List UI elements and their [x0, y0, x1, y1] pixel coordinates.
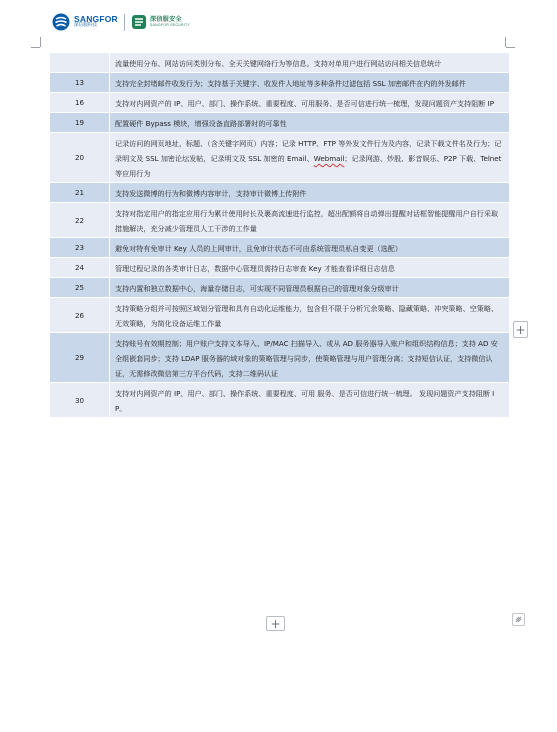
row-number-cell[interactable]: 26	[50, 298, 110, 333]
row-number-cell[interactable]: 21	[50, 183, 110, 203]
row-number-cell[interactable]: 16	[50, 93, 110, 113]
table-row	[50, 73, 510, 93]
row-number-cell[interactable]: 24	[50, 258, 110, 278]
table-row	[50, 113, 510, 133]
row-number-cell[interactable]: 22	[50, 203, 110, 238]
table-row	[50, 333, 510, 383]
table-resize-handle[interactable]	[512, 613, 525, 626]
logo-divider	[124, 14, 125, 31]
row-number-cell[interactable]	[50, 53, 110, 73]
table-row	[50, 383, 510, 418]
spellcheck-flagged-text: Webmail	[313, 154, 345, 163]
add-row-button[interactable]: +	[266, 616, 285, 631]
row-description-cell[interactable]: 支持账号有效期控制；用户账户支持文本导入、IP/MAC 扫描导入、或从 AD 服务器导入账户和组织结构信息；支持 AD 安全组嵌套同步；支持 LDAP 服务器的域对象的策略管理与同步，使策略管理与用户管理分离；支持短信认证，支持微信认证，无需修改微信第三方平台代码，支持二维码认证	[110, 333, 510, 383]
crop-mark-top-right-v	[505, 37, 506, 47]
row-number-cell[interactable]: 29	[50, 333, 110, 383]
requirements-table[interactable]	[49, 52, 510, 418]
brand-primary-sub: 深信服科技	[74, 23, 97, 29]
row-number-cell[interactable]: 13	[50, 73, 110, 93]
description-text: 记录访问的网页地址、标题、（含关键字网页）内容；记录 HTTP、FTP 等外发文件行为及内容，记录下载文件名及行为；记录明文及 SSL 加密论坛发帖，记录明文及 SSL 加密的 Email、	[115, 139, 502, 163]
sangfor-logo-icon	[52, 13, 70, 31]
table-row	[50, 258, 510, 278]
description-text: ；记录网游、炒股、影音娱乐、P2P 下载、Telnet 等应用行为	[115, 154, 502, 178]
row-description-cell[interactable]: 管理过程记录的各类审计日志，数据中心管理员需持日志审查 Key 才能查看详细日志信息	[110, 258, 510, 278]
row-number-cell[interactable]: 25	[50, 278, 110, 298]
brand-primary-name: SANGFOR	[74, 13, 118, 24]
brand-primary	[74, 15, 118, 29]
row-number-cell[interactable]: 19	[50, 113, 110, 133]
crop-mark-top-right-h	[506, 47, 515, 48]
table-row	[50, 183, 510, 203]
brand-secondary-sub: SANGFOR SECURITY	[149, 22, 191, 27]
row-number-cell[interactable]: 23	[50, 238, 110, 258]
row-description-cell[interactable]: 避免对特有免审计 Key 人员的上网审计，且免审计状态不可由系统管理员私自变更（选配）	[110, 238, 510, 258]
row-number-cell[interactable]: 20	[50, 133, 110, 183]
table-row	[50, 133, 510, 183]
requirements-table-body	[50, 53, 510, 418]
table-row	[50, 278, 510, 298]
row-description-cell[interactable]: 支持对内网资产的 IP、用户、部门、操作系统、重要程度、可用 服务、是否可信进行统一梳理。 发现问题资产支持阻断 IP。	[110, 383, 510, 418]
brand-secondary-name: 深信服安全	[149, 15, 182, 23]
header-logo	[52, 11, 190, 33]
table-row	[50, 93, 510, 113]
row-description-cell[interactable]: 流量使用分布、网站访问类别分布、全天关键网络行为等信息。支持对单用户进行网站访问相关信息统计	[110, 53, 510, 73]
table-row	[50, 53, 510, 73]
row-description-cell[interactable]: 支持完全封堵邮件收发行为；支持基于关键字、收发件人地址等多种条件过滤包括 SSL 加密邮件在内的外发邮件	[110, 73, 510, 93]
table-row	[50, 203, 510, 238]
row-description-cell[interactable]: 配置硬件 Bypass 模块，增强设备直路部署时的可靠性	[110, 113, 510, 133]
crop-mark-top-left-v	[40, 37, 41, 47]
row-description-cell[interactable]	[110, 133, 510, 183]
row-description-cell[interactable]: 支持策略分组并可按照区域划分管理和具有自动化运维能力，包含但不限于分析冗余策略、隐藏策略、冲突策略、空策略、无效策略，为简化设备运维工作量	[110, 298, 510, 333]
crop-mark-top-left-h	[31, 47, 40, 48]
add-column-button[interactable]: +	[513, 321, 528, 338]
row-description-cell[interactable]: 支持发送微博的行为和微博内容审计，支持审计微博上传附件	[110, 183, 510, 203]
table-row	[50, 238, 510, 258]
row-number-cell[interactable]: 30	[50, 383, 110, 418]
security-logo-icon	[131, 14, 147, 30]
brand-secondary	[150, 17, 190, 28]
row-description-cell[interactable]: 支持对内网资产的 IP、用户、部门、操作系统、重要程度、可用服务、是否可信进行统一梳理，发现问题资产支持阻断 IP	[110, 93, 510, 113]
row-description-cell[interactable]: 支持内置和独立数据中心，海量存储日志，可实现不同管理员根据自己的管理对象分级审计	[110, 278, 510, 298]
resize-icon	[513, 614, 524, 625]
row-description-cell[interactable]: 支持对指定用户的指定应用行为累计使用时长及裹高流速进行监控，超出配额将自动弹出提醒对话框智能提醒用户自行采取措施解决，充分减少管理员人工干涉的工作量	[110, 203, 510, 238]
table-row	[50, 298, 510, 333]
